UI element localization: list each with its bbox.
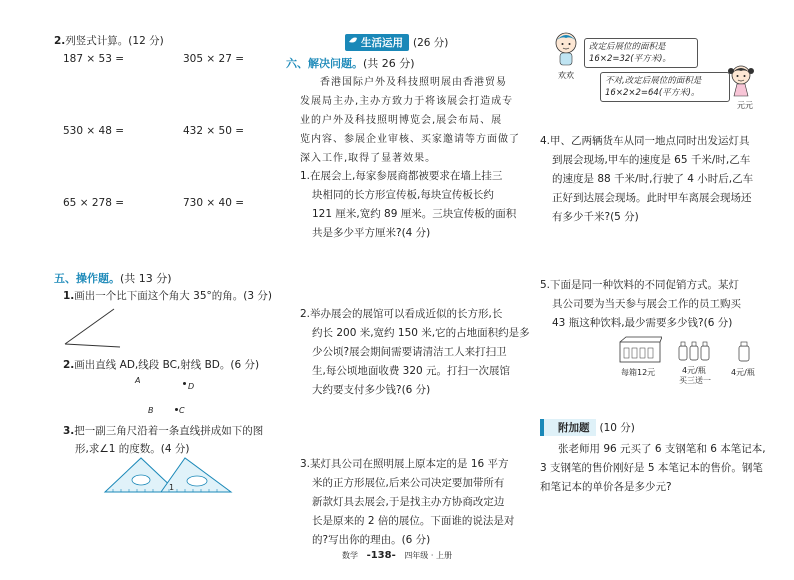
question-text: 把一副三角尺沿着一条直线拼成如下的图 — [74, 425, 264, 437]
badge-points: (26 分) — [413, 37, 449, 49]
set-square-hole — [132, 475, 150, 485]
text-line: 深入工作,取得了显著效果。 — [300, 153, 437, 164]
calc-problem: 530 × 48 = — [63, 125, 125, 137]
text-line: 新款灯具去展会,于是找主办方协商改定边 — [312, 496, 505, 508]
bubble-line: 不对,改定后展位的面积是 — [605, 76, 702, 86]
badge-points: (10 分) — [599, 422, 635, 434]
promo-caption: 4元/瓶 — [682, 366, 706, 375]
text-line: 的?写出你的理由。(6 分) — [312, 534, 431, 546]
op2-question — [63, 357, 259, 372]
page-footer — [0, 550, 794, 561]
point-b-label: B — [148, 406, 154, 415]
text-line: 张老师用 96 元买了 6 支钢笔和 6 本笔记本, — [558, 443, 766, 455]
badge-label: 生活运用 — [361, 37, 403, 49]
op1-question — [63, 288, 272, 303]
text-line: 发展局主办,主办方致力于将该展会打造成专 — [300, 96, 514, 107]
single-bottle-illustration — [734, 340, 754, 362]
text-line: 4.甲、乙两辆货车从同一地点同时出发运灯具 — [540, 135, 750, 147]
angle-ray-lower — [65, 344, 120, 347]
badge-label: 附加题 — [558, 422, 590, 434]
text-line: 121 厘米,宽约 89 厘米。三块宣传板的面积 — [312, 208, 517, 220]
point-c-label: C — [179, 406, 185, 415]
calc-problem: 730 × 40 = — [183, 197, 245, 209]
text-line: 块相同的长方形宣传板,每块宣传板长约 — [312, 189, 494, 201]
text-line: 大约要支付多少钱?(6 分) — [312, 384, 431, 396]
point-d-dot — [183, 382, 186, 385]
question-text: 画出一个比下面这个角大 35°的角。(3 分) — [74, 290, 272, 302]
calc-problem: 305 × 27 = — [183, 53, 245, 65]
triangle-rulers-figure — [103, 456, 233, 496]
text-line: 长是原来的 2 倍的展位。下面谁的说法是对 — [312, 515, 515, 527]
life-application-badge — [345, 34, 448, 51]
text-line: 2.举办展会的展馆可以看成近似的长方形,长 — [300, 308, 503, 320]
text-line: 具公司要为当天参与展会工作的员工购买 — [552, 298, 741, 310]
point-a-label: A — [135, 376, 141, 385]
text-line: 约长 200 米,宽约 150 米,它的占地面积约是多 — [312, 327, 530, 339]
text-line: 共是多少平方厘米?(4 分) — [312, 227, 431, 239]
point-d-label: D — [188, 382, 195, 391]
page-number: -138- — [366, 550, 396, 561]
angle-ray-upper — [65, 309, 114, 344]
text-line: 1.在展会上,每家参展商都被要求在墙上挂三 — [300, 170, 503, 182]
text-line: 少公顷?展会期间需要请清洁工人来打扫卫 — [312, 346, 507, 358]
question-3 — [300, 455, 530, 550]
calc-problem: 65 × 278 = — [63, 197, 125, 209]
leaf-icon — [348, 36, 358, 46]
question-text-cont: 形,求∠1 的度数。(4 分) — [75, 443, 190, 455]
section-5-title — [54, 270, 172, 286]
question-number: 1. — [63, 290, 75, 302]
boy-huanhuan-avatar — [553, 31, 579, 67]
footer-grade: 四年级 · 上册 — [404, 551, 452, 560]
q2-heading — [54, 33, 164, 48]
bubble-line: 16×2×2=64(平方米)。 — [605, 88, 700, 98]
text-line: 览内容、参展企业审核、买家邀请等方面做了 — [300, 134, 520, 145]
question-4 — [540, 132, 780, 227]
question-1 — [300, 167, 530, 243]
bonus-badge — [540, 419, 635, 436]
promo-caption: 4元/瓶 — [731, 368, 755, 377]
text-line: 香港国际户外及科技照明展由香港贸易 — [320, 77, 507, 88]
bottle-tag-illustration — [676, 338, 716, 362]
set-square-hole — [187, 476, 207, 486]
op3-question — [63, 422, 263, 458]
speech-bubble-huanhuan — [584, 38, 698, 68]
text-line: 的速度是 88 千米/时,行驶了 4 小时后,乙车 — [552, 173, 754, 185]
question-number: 2. — [54, 35, 66, 47]
text-line: 和笔记本的单价各是多少元? — [540, 481, 672, 493]
speaker-name-yuanyuan: 元元 — [737, 101, 753, 110]
promo-caption: 买三送一 — [679, 376, 711, 385]
bubble-line: 改定后展位的面积是 — [589, 42, 666, 52]
text-line: 生,每公顷地面收费 320 元。打扫一次展馆 — [312, 365, 511, 377]
bubble-line: 16×2=32(平方米)。 — [589, 54, 671, 64]
footer-subject: 数学 — [342, 551, 359, 560]
text-line: 米的正方形展位,后来公司决定要加带所有 — [312, 477, 505, 489]
intro-paragraph — [300, 73, 520, 168]
section-points: (共 13 分) — [120, 272, 172, 285]
section-title-text: 五、操作题。 — [54, 272, 120, 285]
promo-caption: 每箱12元 — [621, 368, 656, 377]
calc-problem: 432 × 50 = — [183, 125, 245, 137]
text-line: 业的户外及科技照明博览会,展会布局、展 — [300, 115, 503, 126]
text-line: 正好到达展会现场。此时甲车离展会现场还 — [552, 192, 752, 204]
text-line: 3 支钢笔的售价刚好是 5 本笔记本的售价。钢笔 — [540, 462, 763, 474]
text-line: 43 瓶这种饮料,最少需要多少钱?(6 分) — [552, 317, 733, 329]
text-line: 3.某灯具公司在照明展上原本定的是 16 平方 — [300, 458, 509, 470]
bonus-question — [540, 440, 788, 497]
section-6-title — [286, 55, 415, 71]
angle-figure — [62, 306, 122, 350]
calc-problem: 187 × 53 = — [63, 53, 125, 65]
section-points: (共 26 分) — [363, 57, 415, 70]
speaker-name-huanhuan: 欢欢 — [558, 71, 574, 80]
question-2 — [300, 305, 530, 400]
text-line: 有多少千米?(5 分) — [552, 211, 639, 223]
drink-case-illustration — [618, 336, 662, 364]
question-text: 画出直线 AD,线段 BC,射线 BD。(6 分) — [74, 359, 260, 371]
angle-1-label: 1 — [169, 483, 175, 492]
question-text: 列竖式计算。(12 分) — [65, 35, 164, 47]
point-c-dot — [175, 408, 178, 411]
speech-bubble-yuanyuan — [600, 72, 730, 102]
question-number: 2. — [63, 359, 75, 371]
section-title-text: 六、解决问题。 — [286, 57, 363, 70]
question-number: 3. — [63, 425, 75, 437]
text-line: 到展会现场,甲车的速度是 65 千米/时,乙车 — [552, 154, 751, 166]
question-5 — [540, 276, 780, 333]
girl-yuanyuan-avatar — [727, 63, 755, 97]
text-line: 5.下面是同一种饮料的不同促销方式。某灯 — [540, 279, 740, 291]
